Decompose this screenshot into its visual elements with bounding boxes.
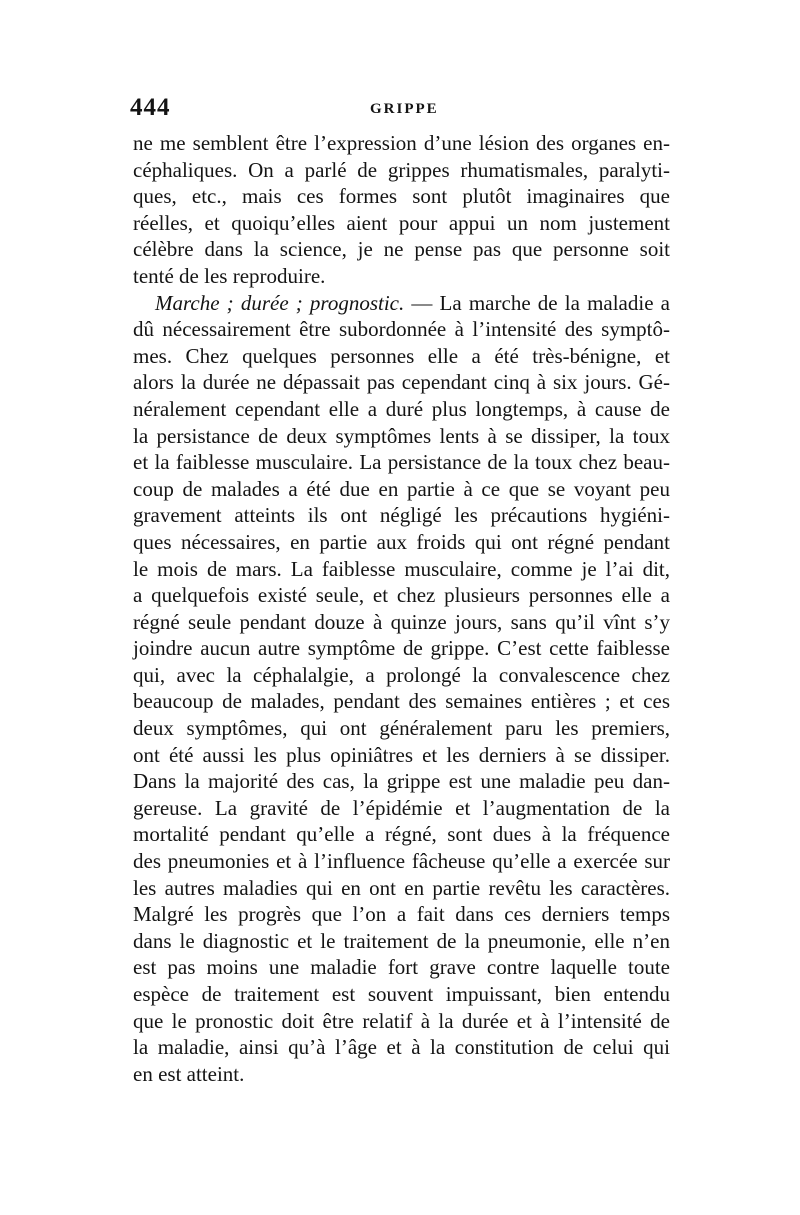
text-line: espèce de traitement est souvent impuissant, bien entendu xyxy=(133,982,670,1006)
text-line: que le pronostic doit être relatif à la durée et à l’intensité de xyxy=(133,1008,670,1033)
text-line: dû nécessairement être subordonnée à l’intensité des symptô- xyxy=(133,317,670,342)
text-line: ont été aussi les plus opiniâtres et les derniers à se dissiper. xyxy=(133,742,670,767)
text-line: beaucoup de malades, pendant des semaines entières ; et ces xyxy=(133,689,670,714)
text-line: tenté de les reproduire. xyxy=(133,263,326,288)
text-line: gravement atteints ils ont négligé les précautions hygiéni- xyxy=(133,503,670,528)
text-line: réelles, et quoiqu’elles aient pour appui un nom justement xyxy=(133,210,670,235)
text-line: mes. Chez quelques personnes elle a été très-bénigne, et xyxy=(133,343,670,368)
text-line: céphaliques. On a parlé de grippes rhumatismales, paralyti- xyxy=(133,157,670,182)
text-line: les autres maladies qui en ont en partie revêtu les caractères. xyxy=(133,875,670,900)
text-line: la maladie, ainsi qu’à l’âge et à la constitution de celui qui xyxy=(133,1035,670,1060)
text-line: ne me semblent être l’expression d’une lésion des organes en- xyxy=(133,131,670,155)
paragraph-heading-line xyxy=(133,290,670,317)
text-line: le mois de mars. La faiblesse musculaire, comme je l’ai dit, xyxy=(133,556,670,581)
text-line: Dans la majorité des cas, la grippe est une maladie peu dan- xyxy=(133,769,670,794)
text-line: qui, avec la céphalalgie, a prolongé la convalescence chez xyxy=(133,662,670,687)
text-line: Malgré les progrès que l’on a fait dans ces derniers temps xyxy=(133,902,670,927)
running-title: GRIPPE xyxy=(370,101,439,117)
text-line: alors la durée ne dépassait pas cependant cinq à six jours. Gé- xyxy=(133,370,670,395)
text-line: et la faiblesse musculaire. La persistance de la toux chez beau- xyxy=(133,450,670,475)
text-line: coup de malades a été due en partie à ce que se voyant peu xyxy=(133,476,670,501)
page-header xyxy=(130,93,675,133)
text-line: ques, etc., mais ces formes sont plutôt imaginaires que xyxy=(133,184,670,209)
heading-line-text: — La marche de la maladie a xyxy=(404,290,671,315)
page-number: 444 xyxy=(130,94,171,121)
text-line: des pneumonies et à l’influence fâcheuse qu’elle a exercée sur xyxy=(133,849,670,874)
text-line: deux symptômes, qui ont généralement paru les premiers, xyxy=(133,716,670,741)
body-text xyxy=(133,130,670,1087)
text-line: en est atteint. xyxy=(133,1061,245,1086)
text-line: la persistance de deux symptômes lents à se dissiper, la toux xyxy=(133,423,670,448)
text-line: a quelquefois existé seule, et chez plusieurs personnes elle a xyxy=(133,583,670,608)
text-line: régné seule pendant douze à quinze jours, sans qu’il vînt s’y xyxy=(133,609,670,634)
text-line: ques nécessaires, en partie aux froids qui ont régné pendant xyxy=(133,529,670,554)
text-line: gereuse. La gravité de l’épidémie et l’augmentation de la xyxy=(133,795,670,820)
section-heading: Marche ; durée ; prognostic. xyxy=(155,290,405,315)
text-line: célèbre dans la science, je ne pense pas que personne soit xyxy=(133,237,670,262)
text-line: dans le diagnostic et le traitement de la pneumonie, elle n’en xyxy=(133,928,670,953)
text-line: mortalité pendant qu’elle a régné, sont dues à la fréquence xyxy=(133,822,670,847)
text-line: néralement cependant elle a duré plus longtemps, à cause de xyxy=(133,396,670,421)
text-line: joindre aucun autre symptôme de grippe. C’est cette faiblesse xyxy=(133,636,670,661)
text-line: est pas moins une maladie fort grave contre laquelle toute xyxy=(133,955,670,980)
